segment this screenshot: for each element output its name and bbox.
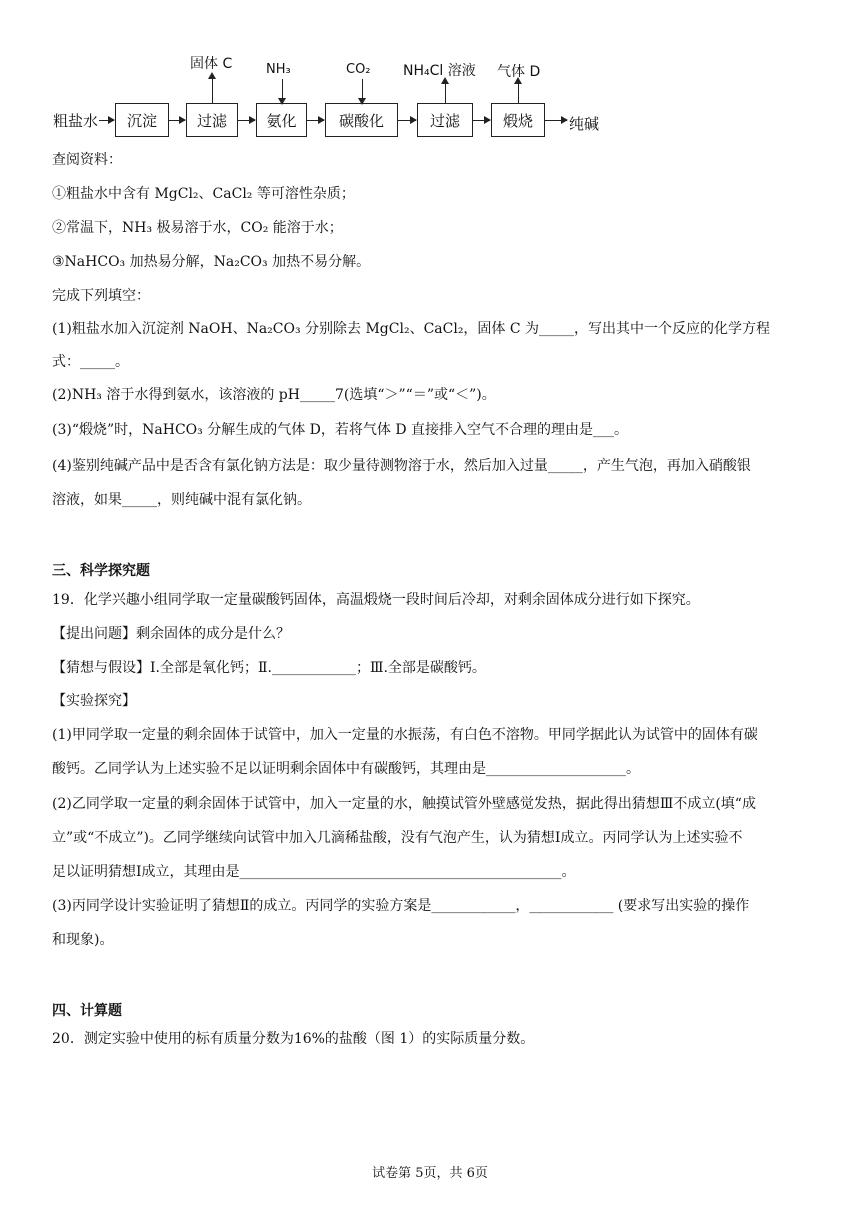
flow-output-solid-c: 固体 C xyxy=(190,56,233,72)
text-line: 【实验探究】 xyxy=(52,693,136,709)
flow-arrow-down xyxy=(282,79,283,103)
text-line: ②常温下，NH₃ 极易溶于水，CO₂ 能溶于水； xyxy=(52,220,343,236)
question-4-line: (4)鉴别纯碱产品中是否含有氯化钠方法是：取少量待测物溶于水，然后加入过量_____，产生气泡，再加入硝酸银 xyxy=(52,458,751,474)
flow-arrow xyxy=(545,120,567,121)
text-line: 足以证明猜想Ⅰ成立，其理由是______________________________________________。 xyxy=(52,864,576,880)
question-1-line: 式：_____。 xyxy=(52,354,129,370)
text-line: (2)乙同学取一定量的剩余固体于试管中，加入一定量的水，触摸试管外壁感觉发热，据此得出猜想Ⅲ不成立(填“成 xyxy=(52,796,756,812)
flow-arrow xyxy=(99,120,114,121)
text-line: 完成下列填空： xyxy=(52,288,150,304)
question-20-stem: 20．测定实验中使用的标有质量分数为16%的盐酸（图 1）的实际质量分数。 xyxy=(52,1031,535,1047)
flow-arrow-down xyxy=(362,79,363,103)
text-line: (3)丙同学设计实验证明了猜想Ⅱ的成立。丙同学的实验方案是____________，____________ (要求写出实验的操作 xyxy=(52,898,750,914)
flow-arrow xyxy=(238,120,255,121)
text-line: 酸钙。乙同学认为上述实验不足以证明剩余固体中有碳酸钙，其理由是____________________。 xyxy=(52,761,640,777)
section-heading: 三、科学探究题 xyxy=(52,563,150,579)
flow-arrow xyxy=(398,120,416,121)
flow-input-co2: CO₂ xyxy=(346,62,371,77)
question-4-line: 溶液，如果_____，则纯碱中混有氯化钠。 xyxy=(52,492,311,508)
text-line: 【猜想与假设】Ⅰ.全部是氧化钙；Ⅱ.____________；Ⅲ.全部是碳酸钙。 xyxy=(52,660,486,676)
question-3-line: (3)“煅烧”时，NaHCO₃ 分解生成的气体 D，若将气体 D 直接排入空气不合理的理由是___。 xyxy=(52,422,629,438)
question-19-stem: 19．化学兴趣小组同学取一定量碳酸钙固体，高温煅烧一段时间后冷却，对剩余固体成分进行如下探究。 xyxy=(52,592,700,608)
flow-step-carbonate: 碳酸化 xyxy=(325,103,398,137)
text-line: ③NaHCO₃ 加热易分解，Na₂CO₃ 加热不易分解。 xyxy=(52,254,371,270)
process-flowchart xyxy=(0,0,860,150)
text-line: 立”或“不成立”)。乙同学继续向试管中加入几滴稀盐酸，没有气泡产生，认为猜想Ⅰ成立。丙同学认为上述实验不 xyxy=(52,830,743,846)
flow-arrow xyxy=(307,120,324,121)
flow-arrow-up xyxy=(518,79,519,103)
flow-output-nh4cl: NH₄Cl 溶液 xyxy=(403,63,476,79)
text-line: 【提出问题】剩余固体的成分是什么？ xyxy=(52,626,290,642)
text-line: (1)甲同学取一定量的剩余固体于试管中，加入一定量的水振荡，有白色不溶物。甲同学据此认为试管中的固体有碳 xyxy=(52,727,758,743)
text-line: 和现象)。 xyxy=(52,932,114,948)
question-2-line: (2)NH₃ 溶于水得到氨水，该溶液的 pH_____7(选填“＞”“＝”或“＜”)。 xyxy=(52,387,496,403)
text-line: 查阅资料： xyxy=(52,152,122,168)
flow-arrow xyxy=(473,120,490,121)
flow-input-nh3: NH₃ xyxy=(266,62,291,77)
flow-step-calcine: 煅烧 xyxy=(491,103,545,137)
flow-step-precipitate: 沉淀 xyxy=(115,103,169,137)
flow-arrow-up xyxy=(212,74,213,103)
flow-output-gas-d: 气体 D xyxy=(497,64,541,80)
section-heading: 四、计算题 xyxy=(52,1003,122,1019)
flow-step-filter-2: 过滤 xyxy=(417,103,473,137)
flow-arrow-up xyxy=(445,79,446,103)
flow-arrow xyxy=(169,120,185,121)
flow-end-label: 纯碱 xyxy=(569,115,600,133)
flow-step-ammoniate: 氨化 xyxy=(256,103,307,137)
question-1-line: (1)粗盐水加入沉淀剂 NaOH、Na₂CO₃ 分别除去 MgCl₂、CaCl₂，固体 C 为_____，写出其中一个反应的化学方程 xyxy=(52,321,771,337)
flow-step-filter-1: 过滤 xyxy=(186,103,238,137)
text-line: ①粗盐水中含有 MgCl₂、CaCl₂ 等可溶性杂质； xyxy=(52,186,355,202)
flow-start-label: 粗盐水 xyxy=(53,112,99,130)
page-footer: 试卷第 5页，共 6页 xyxy=(372,1166,488,1181)
